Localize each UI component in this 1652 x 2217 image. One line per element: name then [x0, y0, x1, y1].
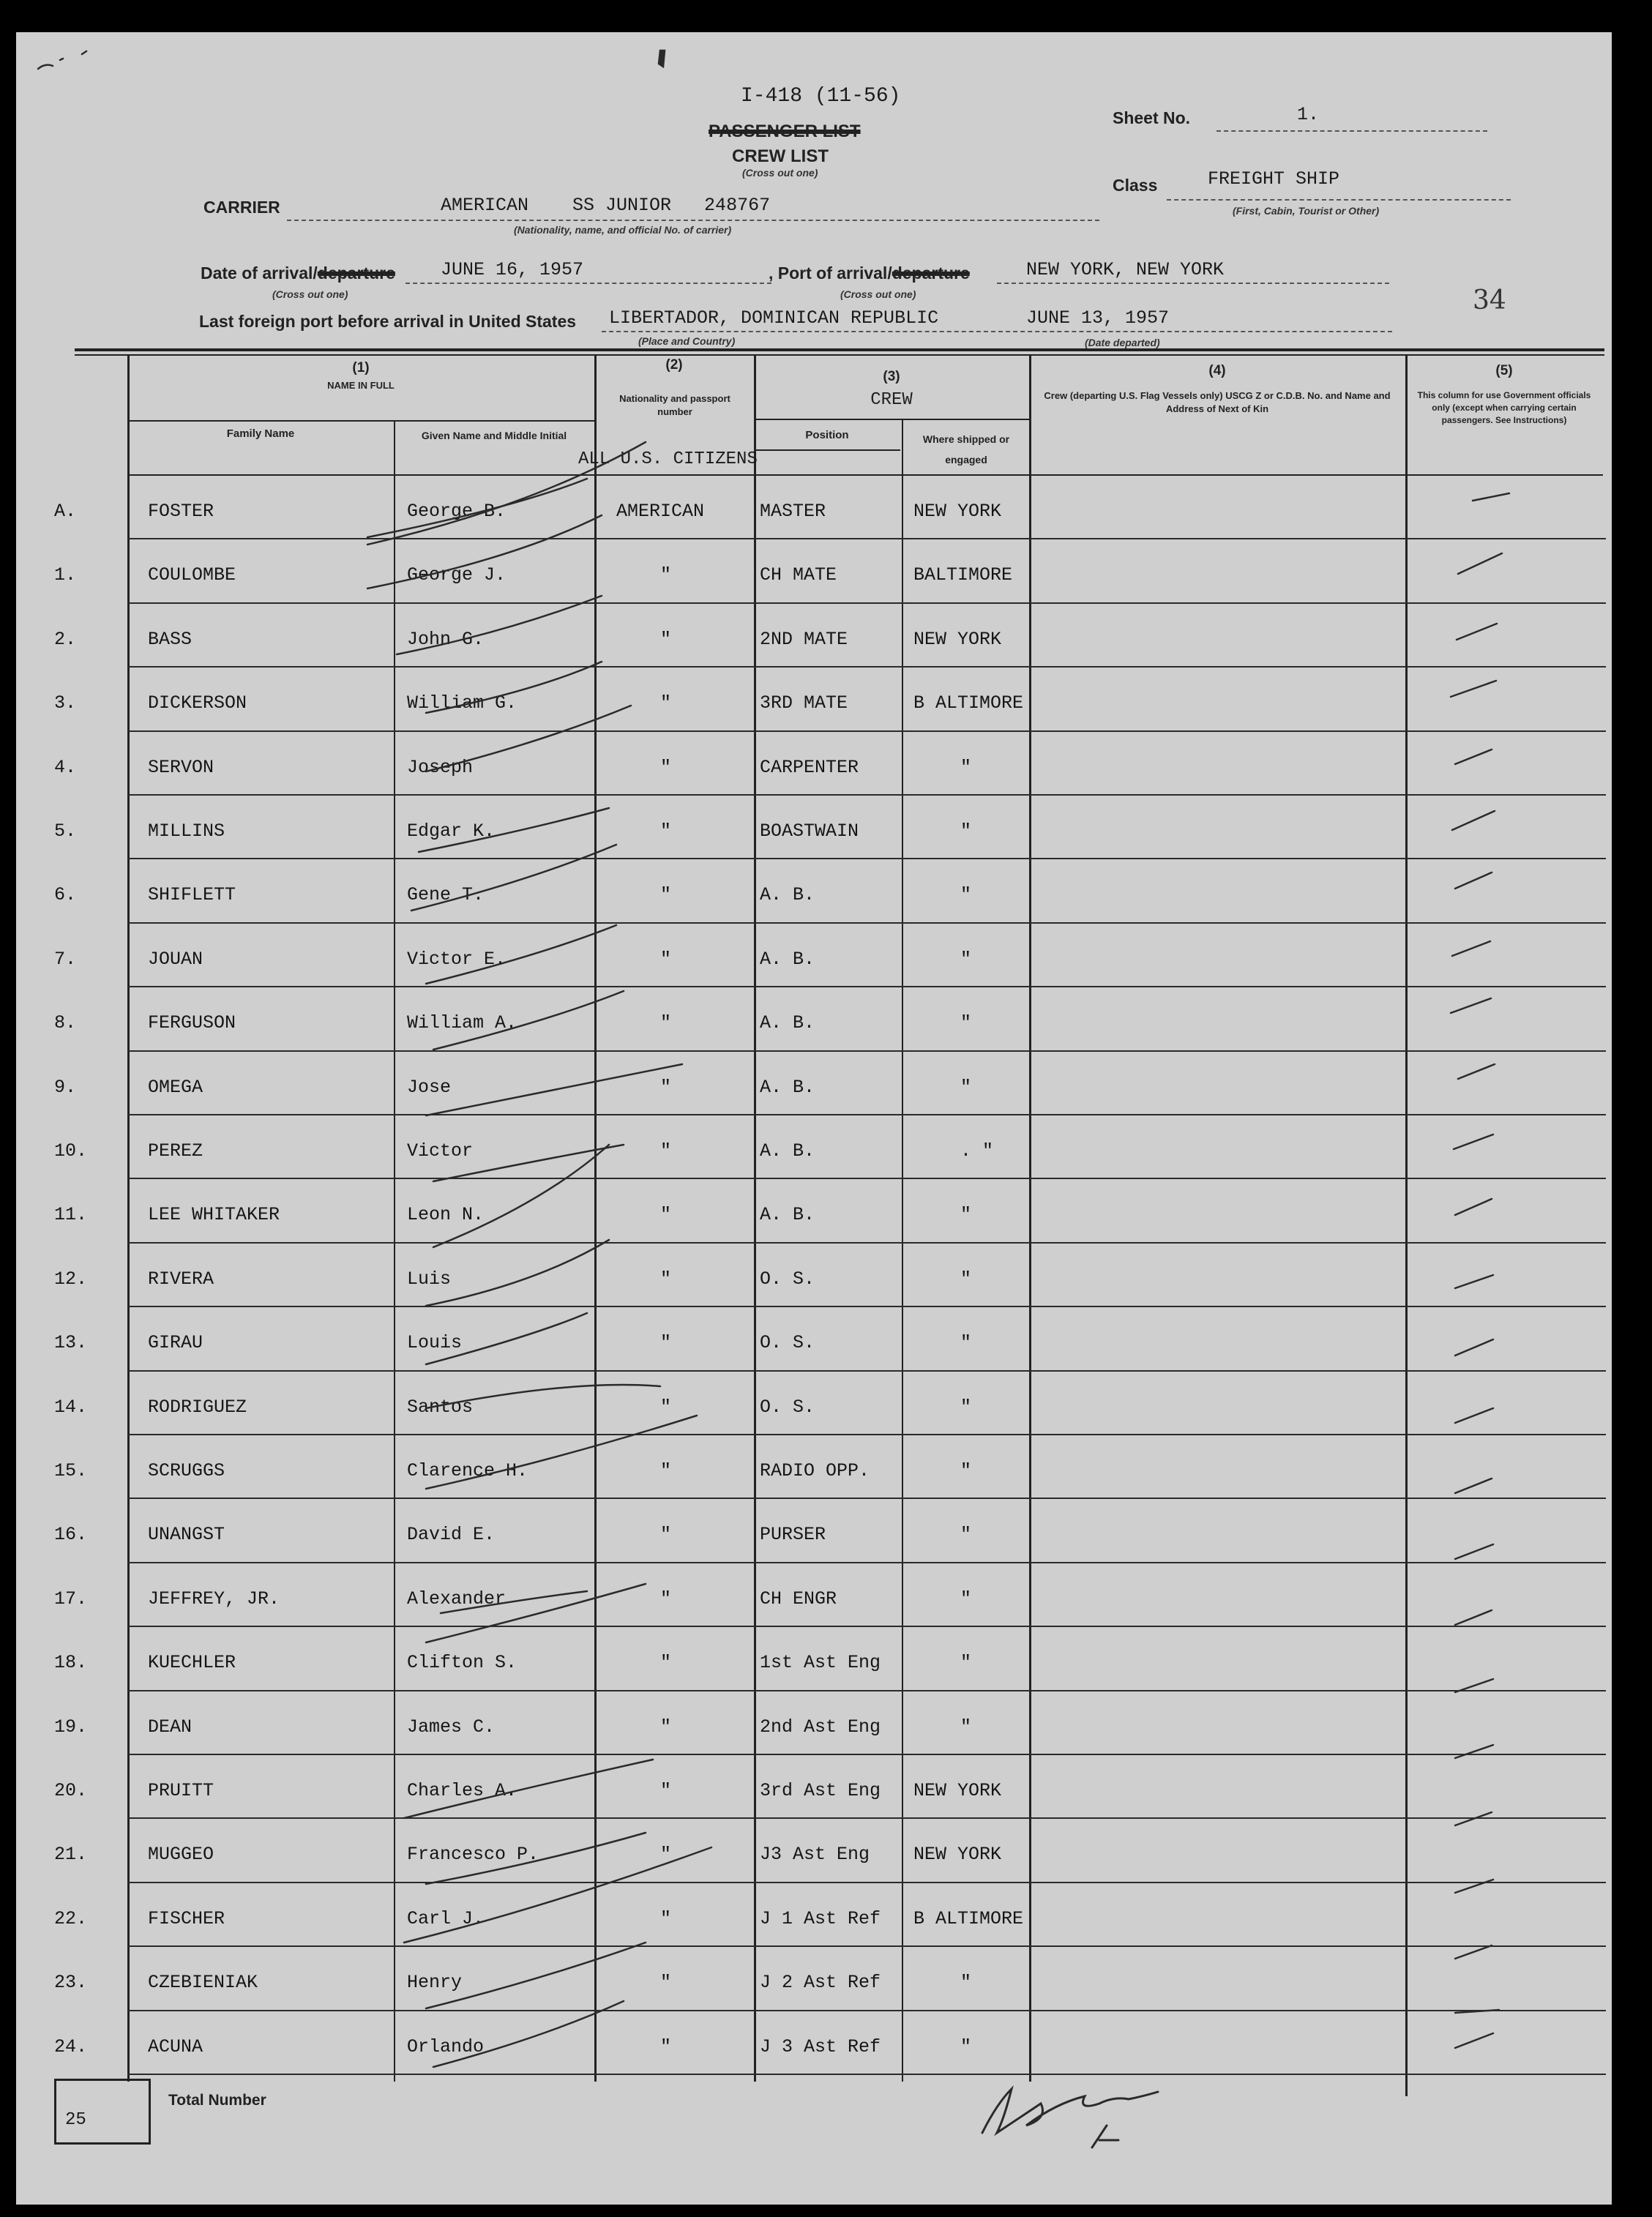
where-shipped: "	[960, 884, 972, 906]
row-number: 3.	[54, 692, 77, 714]
nationality: "	[660, 1204, 672, 1226]
position: J 3 Ast Ref	[760, 2035, 881, 2057]
given-name: Henry	[407, 1972, 463, 1994]
where-shipped: B ALTIMORE	[913, 692, 1024, 714]
position: A. B.	[760, 1204, 815, 1226]
class-label: Class	[1113, 176, 1158, 195]
given-name: Edgar K.	[407, 820, 496, 842]
nationality: "	[660, 1460, 672, 1481]
nationality: "	[660, 1396, 672, 1418]
where-shipped: "	[960, 1588, 972, 1610]
where-shipped: BALTIMORE	[913, 564, 1013, 586]
nationality: "	[660, 1716, 672, 1738]
position: A. B.	[760, 948, 815, 970]
position: 2nd Ast Eng	[760, 1716, 881, 1738]
row-number: 20.	[54, 1780, 88, 1801]
col1-family-header: Family Name	[226, 427, 295, 440]
given-name: David E.	[407, 1524, 496, 1546]
where-shipped: "	[960, 1076, 972, 1098]
nationality: "	[660, 1140, 672, 1162]
row-number: 16.	[54, 1524, 88, 1546]
given-name: Orlando	[407, 2035, 485, 2057]
family-name: MILLINS	[148, 820, 225, 842]
row-number: 17.	[54, 1588, 88, 1610]
row-number: 8.	[54, 1012, 77, 1034]
position: J 1 Ast Ref	[760, 1907, 881, 1929]
family-name: RIVERA	[148, 1268, 214, 1290]
position: O. S.	[760, 1332, 815, 1354]
col3-position-header: Position	[805, 429, 849, 441]
row-number: 15.	[54, 1460, 88, 1481]
nationality: "	[660, 1844, 672, 1866]
position: 3rd Ast Eng	[760, 1780, 881, 1801]
row-number: 24.	[54, 2035, 88, 2057]
position: BOASTWAIN	[760, 820, 859, 842]
nationality: "	[660, 2035, 672, 2057]
col5-number: (5)	[1495, 363, 1513, 378]
row-number: 18.	[54, 1652, 88, 1674]
col3-number: (3)	[883, 369, 900, 384]
given-name: William A.	[407, 1012, 517, 1034]
top-punch-mark	[659, 51, 665, 67]
row-number: 22.	[54, 1907, 88, 1929]
position: A. B.	[760, 1140, 815, 1162]
given-name: William G.	[407, 692, 517, 714]
row-number: 9.	[54, 1076, 77, 1098]
family-name: DEAN	[148, 1716, 193, 1738]
given-name: Luis	[407, 1268, 452, 1290]
port-label: , Port of arrival/departure	[769, 263, 970, 283]
where-shipped: "	[960, 1332, 972, 1354]
nationality: "	[660, 1012, 672, 1034]
row-number: 4.	[54, 756, 77, 778]
given-name: James C.	[407, 1716, 496, 1738]
port-note: (Cross out one)	[840, 288, 916, 300]
nationality: "	[660, 1076, 672, 1098]
family-name: CZEBIENIAK	[148, 1972, 258, 1994]
position: CH ENGR	[760, 1588, 837, 1610]
signature-initials	[1092, 2126, 1118, 2147]
family-name: PEREZ	[148, 1140, 203, 1162]
nationality: "	[660, 1268, 672, 1290]
position: J 2 Ast Ref	[760, 1972, 881, 1994]
row-number: 7.	[54, 948, 77, 970]
family-name: RODRIGUEZ	[148, 1396, 247, 1418]
given-name: George B.	[407, 501, 507, 522]
family-name: FERGUSON	[148, 1012, 236, 1034]
row-number: 11.	[54, 1204, 88, 1226]
row-number: 13.	[54, 1332, 88, 1354]
col1-given-header: Given Name and Middle Initial	[421, 430, 567, 441]
position: A. B.	[760, 884, 815, 906]
family-name: ACUNA	[148, 2035, 203, 2057]
family-name: LEE WHITAKER	[148, 1204, 280, 1226]
position: CH MATE	[760, 564, 837, 586]
family-name: JEFFREY, JR.	[148, 1588, 280, 1610]
nationality: AMERICAN	[616, 501, 705, 522]
diagonal-pen-strokes	[367, 442, 711, 2067]
col4-title: Crew (departing U.S. Flag Vessels only) USCG Z or C.D.B. No. and Name and Address of Next of Kin	[1044, 390, 1391, 414]
form-title: CREW LIST	[732, 146, 829, 166]
given-name: Carl J.	[407, 1907, 485, 1929]
family-name: KUECHLER	[148, 1652, 236, 1674]
position: CARPENTER	[760, 756, 859, 778]
nationality: "	[660, 1332, 672, 1354]
family-name: SHIFLETT	[148, 884, 236, 906]
family-name: FOSTER	[148, 501, 214, 522]
family-name: UNANGST	[148, 1524, 225, 1546]
sheet-label: Sheet No.	[1113, 108, 1191, 127]
position: PURSER	[760, 1524, 826, 1546]
position: RADIO OPP.	[760, 1460, 870, 1481]
where-shipped: "	[960, 1524, 972, 1546]
sheet-value: 1.	[1297, 104, 1320, 125]
where-shipped: "	[960, 1460, 972, 1481]
where-shipped: NEW YORK	[913, 628, 1002, 650]
position: J3 Ast Eng	[760, 1844, 870, 1866]
row-number: 19.	[54, 1716, 88, 1738]
departed-note: (Date departed)	[1085, 337, 1160, 348]
given-name: Victor E.	[407, 948, 507, 970]
nationality: "	[660, 628, 672, 650]
family-name: GIRAU	[148, 1332, 203, 1354]
row-number: 23.	[54, 1972, 88, 1994]
row-number: 2.	[54, 628, 77, 650]
given-name: George J.	[407, 564, 507, 586]
where-shipped: . "	[960, 1140, 994, 1162]
row-number: 14.	[54, 1396, 88, 1418]
nationality: "	[660, 1524, 672, 1546]
where-shipped: "	[960, 948, 972, 970]
given-name: John G.	[407, 628, 485, 650]
family-name: BASS	[148, 628, 193, 650]
given-name: Joseph	[407, 756, 474, 778]
nationality: "	[660, 756, 672, 778]
form-number: I-418 (11-56)	[741, 85, 901, 108]
where-shipped: "	[960, 1972, 972, 1994]
position: O. S.	[760, 1396, 815, 1418]
given-name: Santos	[407, 1396, 474, 1418]
where-shipped: "	[960, 1012, 972, 1034]
nationality: "	[660, 1780, 672, 1801]
given-name: Gene T.	[407, 884, 485, 906]
where-shipped: "	[960, 1204, 972, 1226]
given-name: Louis	[407, 1332, 463, 1354]
total-label: Total Number	[168, 2092, 266, 2109]
nationality: "	[660, 820, 672, 842]
given-name: Alexander	[407, 1588, 507, 1610]
row-number: A.	[54, 501, 77, 522]
row-number: 5.	[54, 820, 77, 842]
class-note: (First, Cabin, Tourist or Other)	[1233, 205, 1380, 217]
nationality: "	[660, 1588, 672, 1610]
carrier-note: (Nationality, name, and official No. of carrier)	[514, 224, 732, 236]
where-shipped: "	[960, 1396, 972, 1418]
family-name: SERVON	[148, 756, 214, 778]
col3-title: CREW	[870, 390, 913, 410]
col1-number: (1)	[352, 360, 370, 375]
where-shipped: B ALTIMORE	[913, 1907, 1024, 1929]
col1-title: NAME IN FULL	[327, 380, 395, 391]
position: 3RD MATE	[760, 692, 848, 714]
col3-where-header: Where shipped or engaged	[922, 433, 1010, 466]
given-name: Jose	[407, 1076, 452, 1098]
nationality: "	[660, 884, 672, 906]
crew-list-sheet	[16, 32, 1612, 2205]
given-name: Leon N.	[407, 1204, 485, 1226]
corner-pencil-marks	[38, 51, 86, 69]
where-shipped: "	[960, 1268, 972, 1290]
nationality: "	[660, 1652, 672, 1674]
lastport-note: (Place and Country)	[638, 335, 736, 347]
where-shipped: NEW YORK	[913, 501, 1002, 522]
where-shipped: NEW YORK	[913, 1780, 1002, 1801]
row-number: 6.	[54, 884, 77, 906]
title-note: (Cross out one)	[742, 167, 818, 179]
where-shipped: "	[960, 2035, 972, 2057]
family-name: MUGGEO	[148, 1844, 214, 1866]
arrival-label: Date of arrival/departure	[201, 263, 395, 283]
port-value: NEW YORK, NEW YORK	[1026, 259, 1225, 280]
row-number: 1.	[54, 564, 77, 586]
given-name: Francesco P.	[407, 1844, 539, 1866]
nationality: "	[660, 948, 672, 970]
position: A. B.	[760, 1076, 815, 1098]
family-name: DICKERSON	[148, 692, 247, 714]
where-shipped: "	[960, 756, 972, 778]
handwritten-number: 34	[1473, 285, 1506, 315]
class-value: FREIGHT SHIP	[1208, 168, 1340, 190]
where-shipped: "	[960, 1716, 972, 1738]
where-shipped: "	[960, 1652, 972, 1674]
family-name: FISCHER	[148, 1907, 225, 1929]
arrival-note: (Cross out one)	[272, 288, 348, 300]
where-shipped: "	[960, 820, 972, 842]
col2-number: (2)	[665, 357, 683, 373]
family-name: SCRUGGS	[148, 1460, 225, 1481]
carrier-label: CARRIER	[203, 198, 280, 217]
row-number: 21.	[54, 1844, 88, 1866]
where-shipped: NEW YORK	[913, 1844, 1002, 1866]
all-citizens-note: ALL U.S. CITIZENS	[578, 449, 758, 469]
col5-check-marks	[1451, 493, 1509, 2048]
row-number: 12.	[54, 1268, 88, 1290]
col2-title: Nationality and passport number	[619, 393, 730, 417]
family-name: OMEGA	[148, 1076, 203, 1098]
nationality: "	[660, 1972, 672, 1994]
given-name: Clarence H.	[407, 1460, 528, 1481]
family-name: COULOMBE	[148, 564, 236, 586]
nationality: "	[660, 564, 672, 586]
col5-title: This column for use Government officials only (except when carrying certain passengers. See Instructions)	[1417, 390, 1591, 425]
given-name: Charles A.	[407, 1780, 517, 1801]
family-name: PRUITT	[148, 1780, 214, 1801]
signature	[982, 2089, 1158, 2133]
nationality: "	[660, 692, 672, 714]
given-name: Victor	[407, 1140, 474, 1162]
position: 2ND MATE	[760, 628, 848, 650]
handwritten-marks	[16, 32, 1612, 2205]
row-number: 10.	[54, 1140, 88, 1162]
col4-number: (4)	[1208, 363, 1226, 378]
position: MASTER	[760, 501, 826, 522]
position: A. B.	[760, 1012, 815, 1034]
family-name: JOUAN	[148, 948, 203, 970]
arrival-value: JUNE 16, 1957	[441, 259, 584, 280]
lastport-label: Last foreign port before arrival in United States	[199, 312, 577, 331]
departed-value: JUNE 13, 1957	[1026, 307, 1170, 329]
total-value: 25	[65, 2110, 86, 2130]
position: O. S.	[760, 1268, 815, 1290]
given-name: Clifton S.	[407, 1652, 517, 1674]
struck-title: PASSENGER LIST	[709, 121, 861, 141]
nationality: "	[660, 1907, 672, 1929]
position: 1st Ast Eng	[760, 1652, 881, 1674]
carrier-value: AMERICAN SS JUNIOR 248767	[441, 195, 771, 216]
lastport-value: LIBERTADOR, DOMINICAN REPUBLIC	[609, 307, 939, 329]
